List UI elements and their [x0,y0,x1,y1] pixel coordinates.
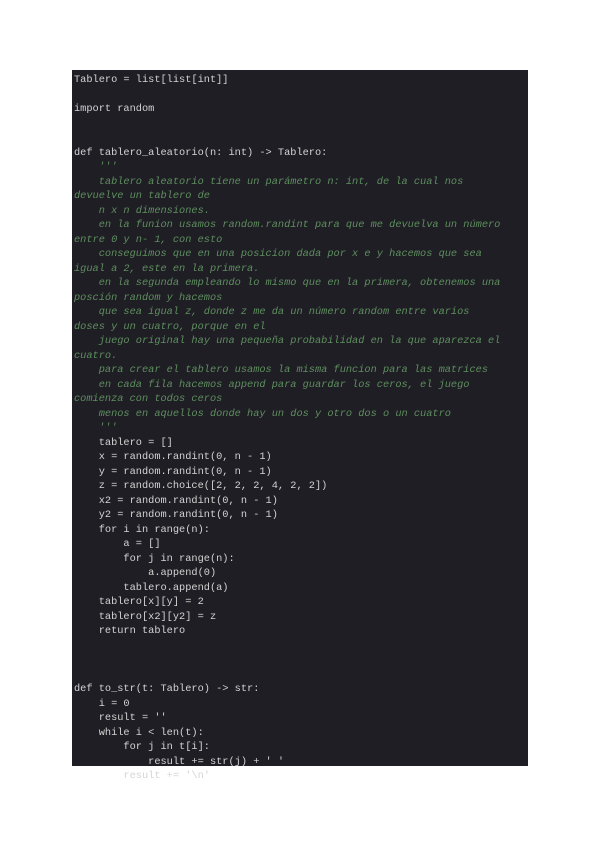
code-line-33: a = [] [74,538,161,550]
code-line-36: tablero.append(a) [74,581,229,594]
code-line-43: def to_str(t: Tablero) -> str: [74,683,260,695]
docstring-line-9: en la segunda empleando lo mismo que en la primera, obtenemos una [74,277,501,289]
docstring-line-8: igual a 2, este en la primera. [74,262,260,275]
code-line-4 [74,117,528,132]
docstring-line-4: n x n dimensiones. [74,204,210,217]
code-line-3: import random [74,103,155,115]
code-line-40 [74,639,528,654]
code-line-46: while i < len(t): [74,726,204,739]
code-line-6: def tablero_aleatorio(n: int) -> Tablero: [74,146,328,159]
code-line-48: result += str(j) + ' ' [74,755,285,768]
code-line-30: x2 = random.randint(0, n - 1) [74,494,278,507]
code-line-41 [74,653,528,668]
code-line-35: a.append(0) [74,567,217,579]
code-line-47: for j in t[i]: [74,741,210,753]
code-line-39: return tablero [74,625,186,637]
docstring-line-15: para crear el tablero usamos la misma funcion para las matrices [74,364,489,376]
docstring-line-12: doses y un cuatro, porque en el [74,320,266,333]
code-line-26: tablero = [] [74,436,173,449]
code-line-49: result += '\n' [74,770,210,782]
code-line-32: for i in range(n): [74,523,210,536]
docstring-line-2: tablero aleatorio tiene un parámetro n: int, de la cual nos [74,175,464,188]
code-line-31: y2 = random.randint(0, n - 1) [74,509,278,521]
code-line-42 [74,668,528,683]
docstring-line-13: juego original hay una pequeña probabilidad en la que aparezca el [74,335,501,347]
code-line-28: y = random.randint(0, n - 1) [74,465,272,478]
code-line-5 [74,131,528,146]
docstring-line-3: devuelve un tablero de [74,190,210,202]
docstring-line-14: cuatro. [74,349,118,362]
code-line-38: tablero[x2][y2] = z [74,610,217,623]
docstring-line-10: posción random y hacemos [74,291,223,304]
code-line-44: i = 0 [74,697,130,710]
code-line-27: x = random.randint(0, n - 1) [74,451,272,463]
code-line-2 [74,88,528,103]
code-line-45: result = '' [74,712,167,724]
docstring-line-11: que sea igual z, donde z me da un número random entre varios [74,306,470,318]
code-line-29: z = random.choice([2, 2, 2, 4, 2, 2]) [74,480,328,492]
docstring-line-18: menos en aquellos donde hay un dos y otro dos o un cuatro [74,407,451,420]
docstring-line-17: comienza con todos ceros [74,393,223,405]
docstring-line-6: entre 0 y n- 1, con esto [74,233,223,246]
code-block [72,70,528,782]
code-line-37: tablero[x][y] = 2 [74,596,204,608]
docstring-line-7: conseguimos que en una posicion dada por x e y hacemos que sea [74,248,482,260]
code-line-34: for j in range(n): [74,552,235,565]
docstring-line-19: ''' [74,422,118,434]
docstring-line-5: en la funion usamos random.randint para que me devuelva un número [74,219,501,231]
docstring-line-16: en cada fila hacemos append para guardar los ceros, el juego [74,378,470,391]
code-line-1: Tablero = list[list[int]] [74,74,229,86]
docstring-line-1: ''' [74,161,118,173]
